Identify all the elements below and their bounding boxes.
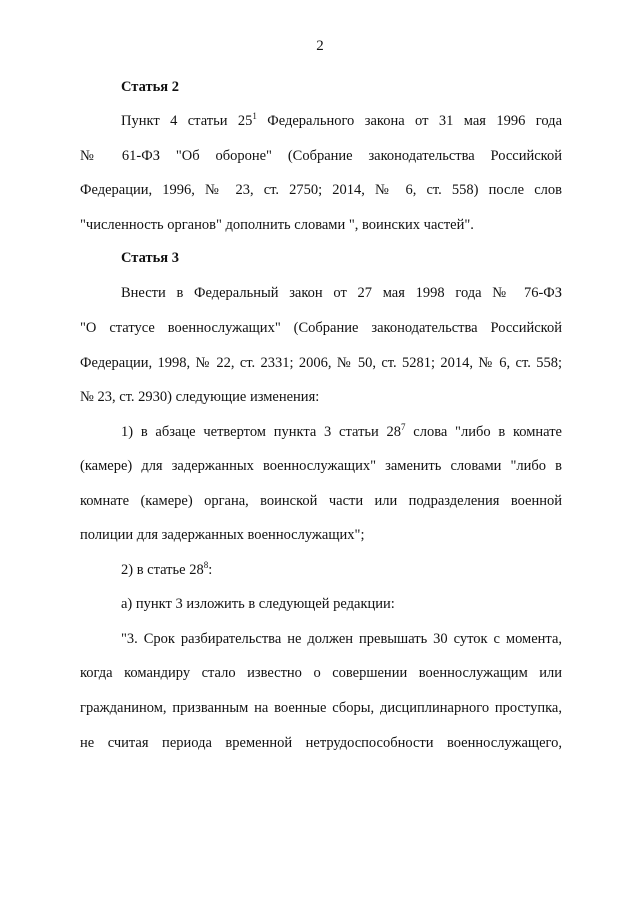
article-2-line-1-pre: Пункт 4 статьи 25 [121, 113, 253, 129]
article-3-heading: Статья 3 [121, 250, 179, 266]
article-2-line-4: "численность органов" дополнить словами ", воинских частей". [80, 217, 474, 233]
article-2-line-1-sup: 1 [252, 111, 257, 121]
quote-line-4: не считая периода временной нетрудоспособности военнослужащего, [80, 735, 562, 751]
article-3-line-2: "О статусе военнослужащих" (Собрание законодательства Российской [80, 320, 562, 336]
article-2-line-2: № 61-ФЗ "Об обороне" (Собрание законодательства Российской [80, 148, 562, 164]
article-2-heading: Статья 2 [121, 79, 179, 95]
page-number: 2 [316, 38, 324, 54]
item-1-line-1-pre: 1) в абзаце четвертом пункта 3 статьи 28 [121, 424, 402, 440]
article-2-line-1 [121, 112, 562, 130]
item-1-line-4: полиции для задержанных военнослужащих"; [80, 527, 365, 543]
quote-line-3: гражданином, призванным на военные сборы, дисциплинарного проступка, [80, 700, 562, 716]
item-1-line-2: (камере) для задержанных военнослужащих" заменить словами "либо в [80, 458, 562, 474]
article-3-line-3: Федерации, 1998, № 22, ст. 2331; 2006, № 50, ст. 5281; 2014, № 6, ст. 558; [80, 355, 562, 371]
quote-line-1: "3. Срок разбирательства не должен превышать 30 суток с момента, [121, 631, 562, 647]
item-1-line-1-sup: 7 [401, 422, 406, 432]
article-2-line-3: Федерации, 1996, № 23, ст. 2750; 2014, № 6, ст. 558) после слов [80, 182, 562, 198]
item-2-post: : [208, 562, 213, 578]
article-3-line-4: № 23, ст. 2930) следующие изменения: [80, 389, 320, 405]
item-1-line-1 [121, 423, 562, 441]
item-2-sup: 8 [203, 560, 209, 570]
item-2 [121, 561, 562, 579]
item-1-line-1-post: слова "либо в комнате [405, 424, 562, 440]
item-2-pre: 2) в статье 28 [121, 562, 204, 578]
article-2-line-1-post: Федерального закона от 31 мая 1996 года [256, 113, 562, 129]
article-3-line-1: Внести в Федеральный закон от 27 мая 1998 года № 76-ФЗ [121, 285, 562, 301]
item-1-line-3: комнате (камере) органа, воинской части или подразделения военной [80, 493, 562, 509]
item-2a: а) пункт 3 изложить в следующей редакции: [121, 596, 395, 612]
quote-line-2: когда командиру стало известно о совершении военнослужащим или [80, 665, 562, 681]
